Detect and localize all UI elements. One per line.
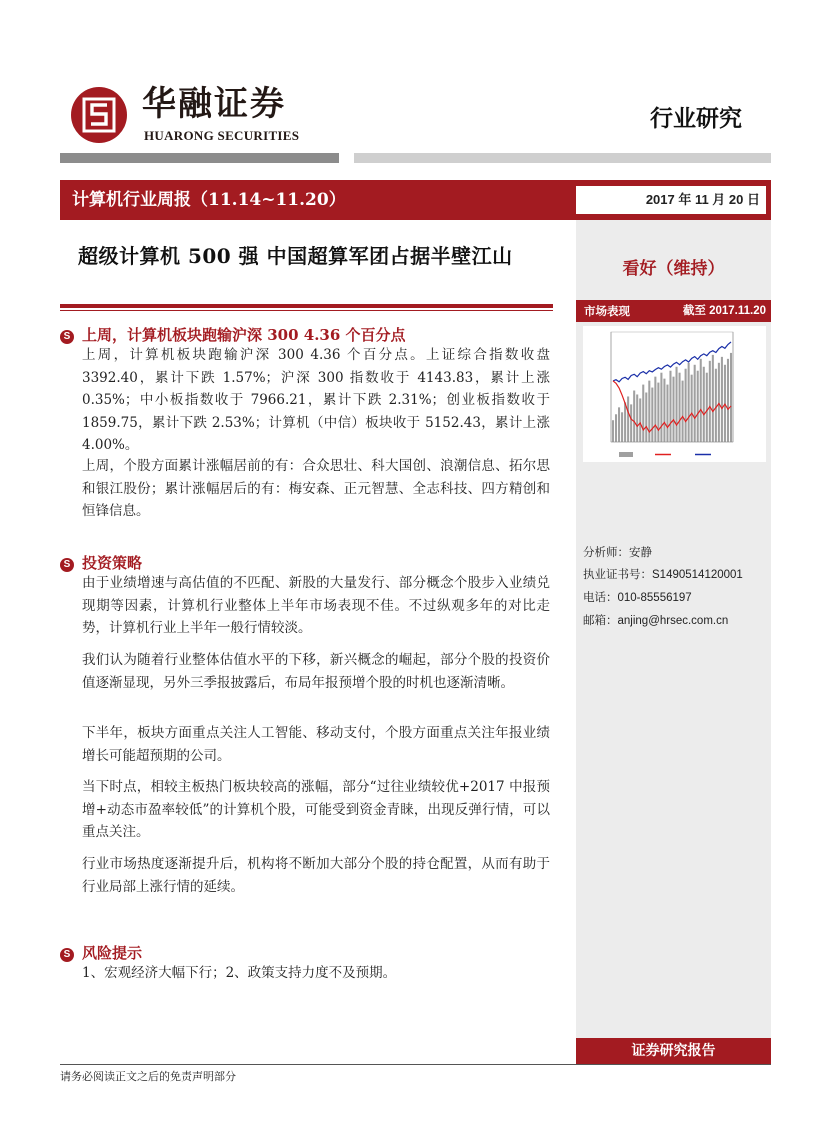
- volume-bar: [730, 353, 732, 442]
- license-label: 执业证书号：: [583, 567, 652, 581]
- volume-bar: [642, 385, 644, 442]
- volume-bar: [688, 363, 690, 442]
- report-type: 行业研究: [650, 105, 742, 132]
- paragraph: 当下时点，相较主板热门板块较高的涨幅，部分“过往业绩较优+2017 中报预增+动态市盈率较低”的计算机个股，可能受到资金青睐，出现反弹行情，可以重点关注。: [82, 779, 550, 841]
- chart-svg: [583, 326, 766, 462]
- analyst-name-label: 分析师：: [583, 545, 629, 559]
- brand-name-en: HUARONG SECURITIES: [144, 128, 300, 143]
- chart-legend: [619, 452, 711, 457]
- volume-bar: [615, 414, 617, 442]
- volume-bar: [691, 375, 693, 442]
- volume-bar: [639, 398, 641, 442]
- section-heading-text: 风险提示: [82, 944, 143, 962]
- headline-rule-thin: [60, 310, 553, 311]
- analyst-name: 安静: [629, 545, 652, 559]
- header-band-light: [354, 153, 771, 163]
- volume-bar: [633, 391, 635, 442]
- report-headline: 超级计算机 500 强 中国超算军团占据半壁江山: [78, 244, 513, 268]
- volume-bar: [663, 379, 665, 442]
- volume-bar: [697, 371, 699, 442]
- volume-bar: [703, 367, 705, 442]
- section-heading: [60, 325, 406, 345]
- volume-bar: [630, 404, 632, 442]
- report-date: 2017 年 11 月 20 日: [645, 192, 760, 207]
- volume-bar: [679, 373, 681, 442]
- paragraph: 由于业绩增速与高估值的不匹配、新股的大量发行、部分概念个股步入业绩兑现期等因素，计算机行业整体上半年市场表现不佳。不过纵观多年的对比走势，计算机行业上半年一般行情较淡。: [82, 575, 550, 637]
- huarong-logo-icon: [70, 86, 128, 144]
- paragraph: 我们认为随着行业整体估值水平的下移，新兴概念的崛起，部分个股的投资价值逐渐显现，另外三季报披露后，布局年报预增个股的时机也逐渐清晰。: [82, 652, 550, 691]
- volume-bar: [621, 412, 623, 442]
- volume-bar: [709, 361, 711, 442]
- disclaimer-text: 请务必阅读正文之后的免责声明部分: [60, 1070, 236, 1083]
- phone-row: [583, 586, 743, 609]
- volume-bar: [721, 357, 723, 442]
- volume-bar: [627, 396, 629, 442]
- industry-rating: 看好（维持）: [622, 259, 725, 279]
- brand-name-cn: 华融证券: [142, 84, 286, 124]
- volume-bar: [651, 388, 653, 442]
- volume-bar: [669, 371, 671, 442]
- volume-bar: [727, 359, 729, 442]
- volume-bar: [660, 373, 662, 442]
- paragraph: 上周，个股方面累计涨幅居前的有：合众思壮、科大国创、浪潮信息、拓尔思和银江股份；累计涨幅居后的有：梅安森、正元智慧、全志科技、四方精创和恒锋信息。: [82, 458, 550, 520]
- volume-bar: [636, 394, 638, 442]
- analyst-info: [583, 541, 743, 632]
- headline-rule: [60, 304, 553, 308]
- paragraph: 行业市场热度逐渐提升后，机构将不断加大部分个股的持仓配置，从而有助于行业局部上涨行情的延续。: [82, 856, 550, 895]
- volume-bar: [666, 385, 668, 442]
- phone-number: 010-85556197: [617, 592, 692, 604]
- footer-rule: [60, 1064, 771, 1065]
- market-performance-date: 截至 2017.11.20: [682, 305, 766, 317]
- volume-bar: [676, 367, 678, 442]
- volume-bar: [645, 393, 647, 443]
- section-heading-text: 上周，计算机板块跑输沪深 300 4.36 个百分点: [82, 326, 406, 344]
- license-number: S1490514120001: [652, 569, 743, 581]
- paragraph: 下半年，板块方面重点关注人工智能、移动支付，个股方面重点关注年报业绩增长可能超预期的公司。: [82, 725, 550, 764]
- volume-bar: [694, 365, 696, 442]
- analyst-name-row: [583, 541, 743, 563]
- plot-frame: [611, 332, 733, 442]
- email-label: 邮箱：: [583, 613, 618, 627]
- footer-badge-label: 证券研究报告: [631, 1043, 716, 1059]
- volume-bar: [657, 383, 659, 442]
- market-performance-chart: [583, 326, 766, 462]
- section-bullet-icon: S: [60, 558, 74, 572]
- section-bullet-icon: S: [60, 948, 74, 962]
- volume-bar: [712, 355, 714, 442]
- volume-bar: [706, 373, 708, 442]
- phone-label: 电话：: [583, 590, 618, 604]
- volume-bar: [624, 402, 626, 442]
- volume-bar: [618, 407, 620, 442]
- volume-bar: [612, 420, 614, 442]
- section-bullet-icon: S: [60, 330, 74, 344]
- volume-bar: [672, 377, 674, 442]
- report-series-title: 计算机行业周报（11.14~11.20）: [72, 190, 346, 210]
- email-row: [583, 609, 743, 632]
- license-row: [583, 563, 743, 586]
- market-performance-label: 市场表现: [584, 304, 630, 318]
- paragraph: 1、宏观经济大幅下行；2、政策支持力度不及预期。: [82, 965, 397, 981]
- section-heading: [60, 943, 142, 963]
- volume-bar: [700, 359, 702, 442]
- volume-bar: [715, 369, 717, 442]
- email-link[interactable]: anjing@hrsec.com.cn: [617, 615, 729, 627]
- section-heading-text: 投资策略: [82, 554, 143, 572]
- paragraph: 上周，计算机板块跑输沪深 300 4.36 个百分点。上证综合指数收盘 3392.40，累计下跌 1.57%；沪深 300 指数收于 4143.83，累计上涨 0.35%；中小板指数收于 7966.21，累计下跌 2.31%；创业板指数收于 1859.75，累计下跌 2.53%；计算机（中信）板块收于 5152.43，累计上涨 4.00%。: [82, 347, 550, 454]
- section-heading: [60, 553, 142, 573]
- volume-bar: [718, 363, 720, 442]
- volume-bar: [682, 381, 684, 442]
- volume-bar: [685, 369, 687, 442]
- volume-bar: [654, 377, 656, 442]
- header-band-dark: [60, 153, 339, 163]
